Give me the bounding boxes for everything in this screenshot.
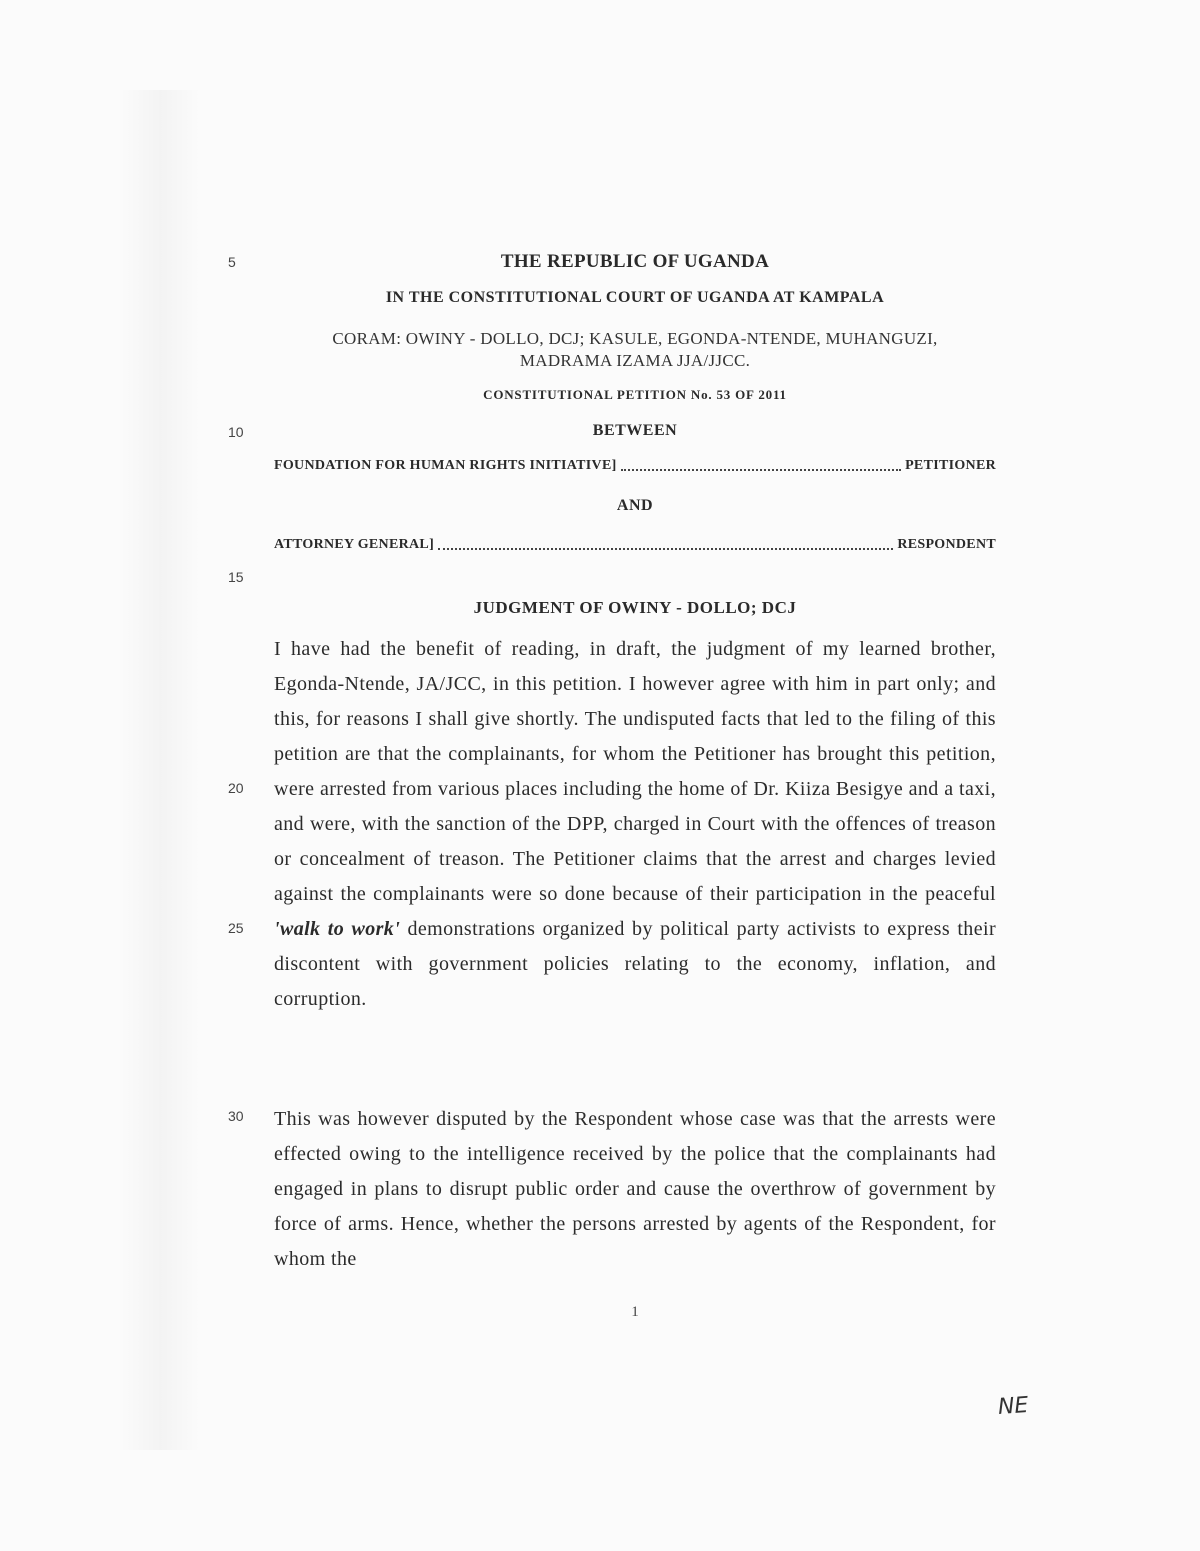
- petitioner-role: PETITIONER: [905, 458, 996, 473]
- scan-shadow: [120, 90, 200, 1450]
- petitioner-name: FOUNDATION FOR HUMAN RIGHTS INITIATIVE]: [274, 458, 617, 473]
- line-number: 30: [228, 1108, 244, 1124]
- handwritten-initials: NE: [997, 1392, 1030, 1421]
- court-heading: IN THE CONSTITUTIONAL COURT OF UGANDA AT KAMPALA: [385, 289, 885, 306]
- and-label: AND: [616, 497, 654, 514]
- paragraph-1: [274, 632, 996, 1017]
- paragraph-2: This was however disputed by the Respondent whose case was that the arrests were effected owing to the intelligence received by the police that the complainants had engaged in plans to disrupt public order and cause the overthrow of government by force of arms. Hence, whether the persons arrested by agents of the Respondent, for whom the: [274, 1108, 996, 1270]
- petitioner-line: [274, 458, 996, 474]
- between-label: BETWEEN: [592, 422, 678, 439]
- line-number: 5: [228, 254, 236, 270]
- coram-line-2: MADRAMA IZAMA JJA/JJCC.: [519, 351, 751, 370]
- page-number: 1: [631, 1304, 639, 1320]
- line-number: 20: [228, 780, 244, 796]
- paragraph-1-text: I have had the benefit of reading, in draft, the judgment of my learned brother, Egonda-Ntende, JA/JCC, in this petition. I however agree with him in part only; and this, for reasons I shall give shortly. The undisputed facts that led to the filing of this petition are that the complainants, for whom the Petitioner has brought this petition, were arrested from various places including the home of Dr. Kiiza Besigye and a taxi, and were, with the sanction of the DPP, charged in Court with the offences of treason or concealment of treason. The Petitioner claims that the arrest and charges levied against the complainants were so done because of their participation in the peaceful: [274, 638, 996, 905]
- respondent-name: ATTORNEY GENERAL]: [274, 537, 435, 552]
- judgment-title: JUDGMENT OF OWINY - DOLLO; DCJ: [473, 598, 797, 617]
- line-number: 10: [228, 424, 244, 440]
- republic-heading: THE REPUBLIC OF UGANDA: [500, 251, 770, 272]
- respondent-role: RESPONDENT: [897, 537, 996, 552]
- leader-dots: [438, 544, 893, 550]
- coram-line-1: CORAM: OWINY - DOLLO, DCJ; KASULE, EGONDA-NTENDE, MUHANGUZI,: [332, 329, 938, 348]
- paragraph-1-text-end: demonstrations organized by political party activists to express their discontent with government policies relating to the economy, inflation, and corruption.: [274, 918, 997, 1010]
- respondent-line: [274, 537, 996, 553]
- line-number: 25: [228, 920, 244, 936]
- line-number: 15: [228, 569, 244, 585]
- leader-dots: [621, 465, 902, 471]
- walk-to-work-emphasis: 'walk to work': [274, 918, 401, 940]
- petition-number: CONSTITUTIONAL PETITION No. 53 OF 2011: [483, 387, 787, 402]
